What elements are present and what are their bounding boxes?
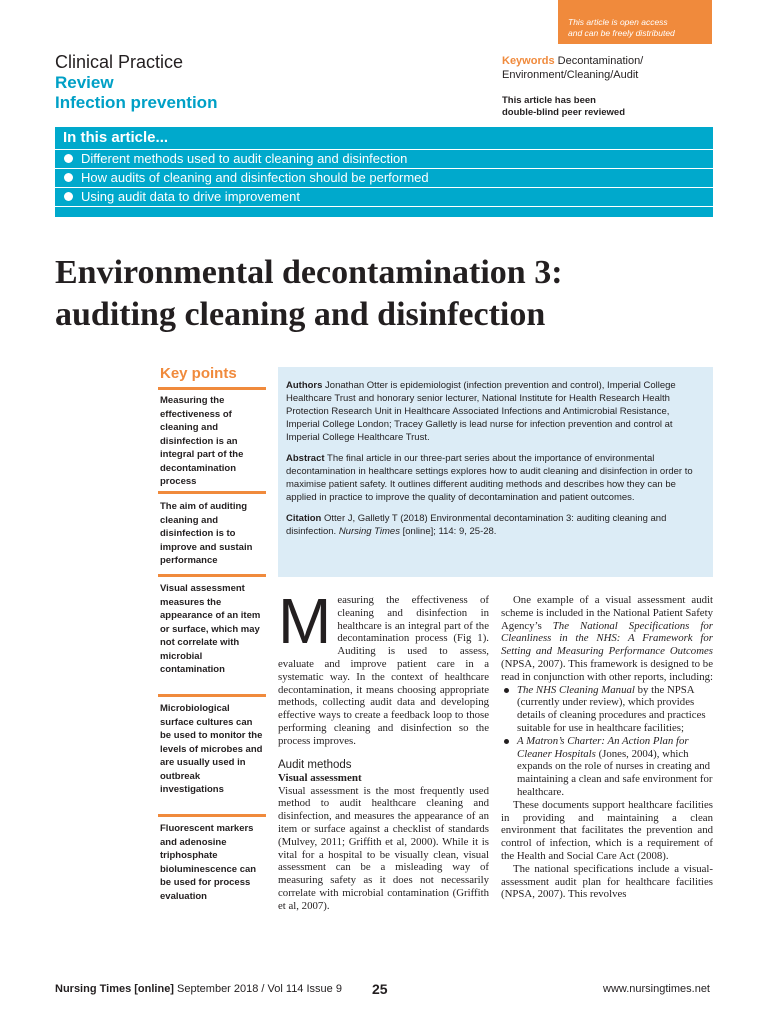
in-this-article-item-text: Different methods used to audit cleaning and disinfection	[81, 151, 408, 166]
bullet-icon	[504, 688, 509, 693]
citation-text-end: [online]; 114: 9, 25-28.	[399, 526, 497, 537]
col2-paragraph-1	[501, 594, 713, 684]
key-point-item: Measuring the effectiveness of cleaning and disinfection is an integral part of the decontamination process	[160, 395, 244, 487]
key-points-divider	[158, 694, 266, 697]
col2-paragraph-1-text-end: (NPSA, 2007). This framework is designed to be read in conjunction with other reports, including:	[501, 657, 713, 683]
bullet-item	[501, 684, 713, 735]
heading-visual-assessment: Visual assessment	[278, 771, 362, 784]
drop-cap: M	[278, 585, 332, 657]
article-title-line2: auditing cleaning and disinfection	[55, 296, 546, 333]
bullet-icon	[504, 739, 509, 744]
section-label-infection-prevention: Infection prevention	[55, 93, 218, 112]
key-points-divider	[158, 387, 266, 390]
open-access-line1: This article is open access	[568, 17, 668, 27]
peer-review-note	[502, 95, 714, 119]
peer-review-line1: This article has been	[502, 95, 596, 106]
in-this-article-item	[55, 150, 713, 169]
in-this-article-item-text: How audits of cleaning and disinfection should be performed	[81, 170, 429, 185]
citation-paragraph	[286, 512, 705, 538]
intro-paragraph	[278, 585, 489, 748]
section-label-clinical-practice: Clinical Practice	[55, 52, 184, 72]
key-point-item: Microbiological surface cultures can be used to monitor the levels of microbes and are usually used in outbreak investigations	[160, 703, 263, 795]
abstract-text: The final article in our three-part series about the importance of environmental decontamination in healthcare settings explores how to audit cleaning and disinfection in order to maximise patient safety. It outlines different auditing methods and describes how they can be applied in practice to improve the quality of decontamination and patient outcomes.	[286, 453, 693, 503]
section-label-review: Review	[55, 73, 114, 92]
key-point-item: The aim of auditing cleaning and disinfection is to improve and sustain performance	[160, 501, 253, 566]
footer-journal-info	[55, 983, 342, 995]
in-this-article-item	[55, 169, 713, 188]
citation-journal: Nursing Times	[338, 526, 400, 537]
bullet-item-text: (Jones, 2004), which expands on the role of nurses in creating and maintaining a clean and safe environment for healthcare.	[517, 747, 713, 798]
authors-label: Authors	[286, 380, 323, 391]
col2-paragraph-1-text: One example of a visual assessment audit scheme is included in the National Patient Safety Agency’s	[501, 594, 713, 632]
footer-journal: Nursing Times [online]	[55, 983, 174, 995]
key-point-item: Visual assessment measures the appearance of an item or surface, which may not correlate with microbial contamination	[160, 583, 261, 675]
abstract-paragraph	[286, 452, 705, 504]
keywords-label: Keywords	[502, 55, 555, 67]
bullet-item-text: by the NPSA (currently under review), which provides details of cleaning procedures and practices suitable for use in healthcare facilities;	[517, 683, 706, 734]
matrons-charter-title: A Matron’s Charter: An Action Plan for Cleaner Hospitals	[517, 734, 689, 760]
page-number: 25	[372, 981, 388, 997]
article-title-line1: Environmental decontamination 3:	[55, 254, 563, 291]
intro-text: easuring the effectiveness of cleaning and disinfection in healthcare is an integral part of the decontamination process (Fig 1). Auditing is used to assess, evaluate and improve patient care in a systematic way. In the context of healthcare decontamination, it means choosing appropriate methods, collecting audit data and developing effective ways to create a feedback loop to those performing cleaning and disinfection so the process improves.	[278, 594, 489, 747]
open-access-line2: and can be freely distributed	[568, 28, 675, 38]
col2-paragraph-3: The national specifications include a visual-assessment audit plan for healthcare facilities (NPSA, 2007). This revolves	[501, 862, 713, 901]
footer-issue: September 2018 / Vol 114 Issue 9	[173, 983, 342, 995]
article-title	[55, 252, 735, 336]
npsa-spec-title: The National Specifications for Cleanliness in the NHS: A Framework for Setting and Measuring Performance Outcomes	[501, 619, 713, 658]
keywords-text: Decontamination/ Environment/Cleaning/Audit	[502, 55, 644, 81]
col2-paragraph-2: These documents support healthcare facilities in providing and maintaining a clean environment that facilitates the prevention and control of infection, which is a requirement of the Health and Social Care Act (2008).	[501, 798, 713, 862]
in-this-article-header	[55, 127, 713, 150]
heading-audit-methods: Audit methods	[278, 758, 352, 771]
authors-text: Jonathan Otter is epidemiologist (infection prevention and control), Imperial College Healthcare Trust and honorary senior lecturer, National Institute for Health Research Health Protection Research Unit in Healthcare Associated Infections and Antimicrobial Resistance, Imperial College London; Tracey Galletly is lead nurse for infection prevention and control at Imperial College Healthcare Trust.	[286, 380, 676, 443]
peer-review-line2: double-blind peer reviewed	[502, 107, 625, 118]
keywords	[502, 54, 714, 82]
open-access-banner	[558, 0, 712, 44]
body-column-2	[501, 594, 713, 901]
bullet-item	[501, 735, 713, 799]
key-points-title: Key points	[160, 365, 237, 382]
in-this-article-item	[55, 188, 713, 207]
in-this-article-box	[55, 127, 713, 217]
footer-website-link[interactable]: www.nursingtimes.net	[603, 983, 710, 995]
body-column-1	[278, 585, 489, 913]
visual-assessment-paragraph: Visual assessment is the most frequently used method to audit healthcare cleaning and disinfection, and measures the appearance of an item or surface against a checklist of standards (Mulvey, 2011; Griffith et al, 2000). While it is vital for a hospital to be visually clean, visual assessment can be a misleading way of measuring safety as it does not necessarily correlate with microbial contamination (Griffith et al, 2007).	[278, 784, 489, 912]
in-this-article-title: In this article...	[63, 129, 169, 146]
authors-paragraph	[286, 379, 705, 444]
key-points-divider	[158, 814, 266, 817]
abstract-label: Abstract	[286, 453, 325, 464]
cleaning-manual-title: The NHS Cleaning Manual	[517, 683, 635, 696]
abstract-box	[278, 367, 713, 577]
in-this-article-item-text: Using audit data to drive improvement	[81, 189, 300, 204]
key-points-divider	[158, 491, 266, 494]
key-points-divider	[158, 574, 266, 577]
citation-text: Otter J, Galletly T (2018) Environmental decontamination 3: auditing cleaning and disinfection.	[286, 513, 667, 537]
bullet-icon	[64, 154, 73, 163]
citation-label: Citation	[286, 513, 322, 524]
bullet-icon	[64, 192, 73, 201]
bullet-icon	[64, 173, 73, 182]
key-point-item: Fluorescent markers and adenosine triphosphate bioluminescence can be used for process evaluation	[160, 823, 257, 902]
